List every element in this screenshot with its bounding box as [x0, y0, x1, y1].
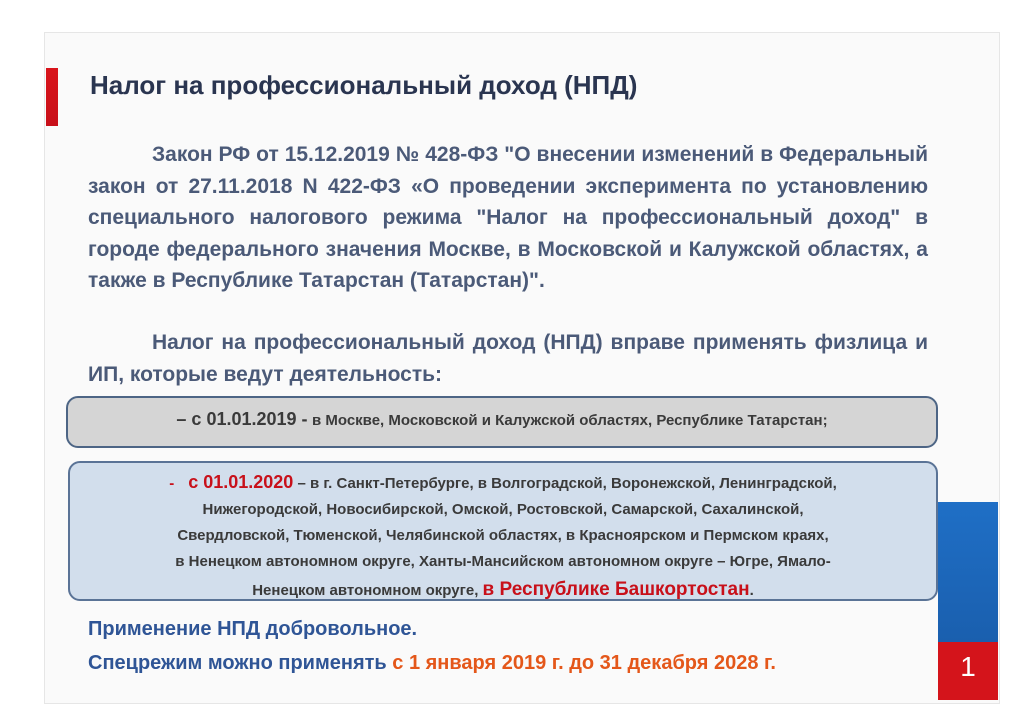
slide-title: Налог на профессиональный доход (НПД): [90, 70, 638, 100]
title-accent-bar: [46, 68, 58, 126]
regions-2020-line-3: Свердловской, Тюменской, Челябинской областях, в Красноярском и Пермском краях,: [177, 527, 829, 544]
decorative-blue-strip: [938, 502, 998, 642]
regions-2020-part-1: в г. Санкт-Петербурге, в Волгоградской, Воронежской, Ленинградской,: [305, 475, 837, 492]
regions-2020-part-5: Ненецком автономном округе,: [252, 582, 483, 599]
regions-2020-line-4: в Ненецком автономном округе, Ханты-Мансийском автономном округе – Югре, Ямало-: [175, 553, 831, 570]
npd-applicability-paragraph: Налог на профессиональный доход (НПД) вправе применять физлица и ИП, которые ведут деятельность:: [88, 331, 928, 386]
region-box-2020-text: [70, 469, 936, 604]
page-number: 1: [960, 651, 976, 682]
regime-period-dates: с 1 января 2019 г. до 31 декабря 2028 г.: [392, 652, 776, 674]
bashkortostan-highlight: в Республике Башкортостан: [482, 579, 750, 600]
regions-2020-line-5: [70, 577, 936, 604]
voluntary-note: Применение НПД добровольное.: [88, 618, 418, 640]
date-2020: с 01.01.2020: [188, 472, 294, 492]
regions-2020-period: .: [749, 582, 754, 599]
date-2020-dash: –: [293, 475, 306, 492]
regime-period-note: [88, 652, 776, 675]
regime-period-prefix: Спецрежим можно применять: [88, 652, 393, 674]
regions-2020-line-1: [70, 469, 936, 497]
region-box-2020: [68, 461, 938, 601]
law-paragraph: Закон РФ от 15.12.2019 № 428-ФЗ "О внесении изменений в Федеральный закон от 27.11.2018 N 422-ФЗ «О проведении эксперимента по установлению специального налогового режима "Налог на профессиональный доход" в городе федерального значения Москве, в Московской и Калужской областях, а также в Республике Татарстан (Татарстан)".: [88, 143, 928, 292]
date-2019: – с 01.01.2019 -: [176, 409, 308, 429]
region-box-2019: [66, 396, 938, 448]
list-dash: -: [169, 475, 175, 492]
regions-2020-line-2: Нижегородской, Новосибирской, Омской, Ростовской, Самарской, Сахалинской,: [202, 501, 804, 518]
region-box-2019-text: [68, 409, 936, 430]
regions-2019: в Москве, Московской и Калужской областях, Республике Татарстан;: [311, 412, 828, 429]
